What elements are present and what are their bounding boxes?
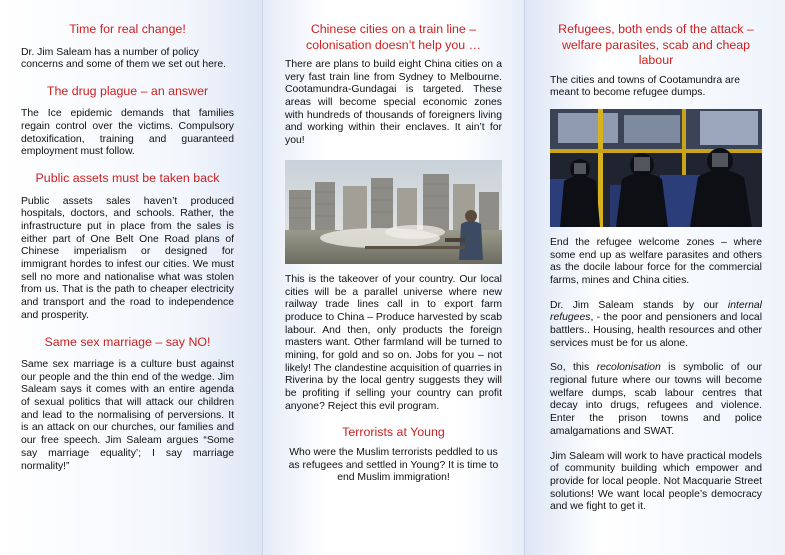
- fold-line-left: [262, 0, 263, 555]
- same-sex-marriage-paragraph: Same sex marriage is a culture bust against our people and the thin end of the wedge. Jim Saleam says it comes with an entire agenda of sexual politics that will attack our children and lead to the normalising of perversions. It is an attack on our churches, our families and our free speech. Jim Saleam argues “Some say marriage equality’; I say marriage normality!”: [21, 359, 234, 472]
- internal-refugees-paragraph: [550, 300, 762, 351]
- terrorists-paragraph: Who were the Muslim terrorists peddled to us as refugees and settled in Young? It is time to end Muslim immigration!: [288, 446, 499, 484]
- middle-panel: [262, 0, 524, 555]
- intro-paragraph: Dr. Jim Saleam has a number of policy concerns and some of them we set out here.: [21, 46, 227, 71]
- recolonisation-text-b: is symbolic of our regional future where our towns will become welfare dumps, scab labour centres that decay into drugs, refugees and violence. Enter the prison towns and police amalgamations and SWAT.: [550, 362, 762, 437]
- heading-chinese-cities: Chinese cities on a train line – colonisation doesn’t help you …: [306, 22, 481, 52]
- community-building-paragraph: Jim Saleam will work to have practical models of community building which empower and provide for local people. Not Macquarie Street solutions! We want local people’s democracy and we fight to get it.: [550, 450, 762, 513]
- recolonisation-paragraph: [550, 362, 762, 438]
- welcome-zones-paragraph: End the refugee welcome zones – where some end up as welfare parasites and others as the docile labour force for the commercial farms, mines and China cities.: [550, 236, 762, 286]
- bus-passengers-photo: [550, 109, 762, 227]
- drug-plague-paragraph: The Ice epidemic demands that families regain control over the victims. Compulsory detoxification, training and guaranteed employment must follow.: [21, 108, 234, 158]
- internal-refugees-emphasis: internal refugees: [550, 299, 762, 324]
- heading-public-assets: Public assets must be taken back: [35, 171, 220, 186]
- public-assets-paragraph: Public assets sales haven’t produced hospitals, doctors, and schools. Rather, the infrastructure put in place from the sales is either part of One Belt One Road plans of Chinese imperialism or designed for immigrant hordes to infest our cities. We must sell no more and nationalise what was stolen from us. That is the path to cheaper electricity and transport and the road to independence and prosperity.: [21, 195, 234, 321]
- internal-refugees-text-a: Dr. Jim Saleam stands by our: [550, 299, 728, 311]
- heading-real-change: Time for real change!: [69, 22, 186, 36]
- internal-refugees-text-b: , - the poor and pensioners and local battlers.. Housing, health resources and other services must be for us alone.: [550, 312, 762, 349]
- refugee-dumps-paragraph: The cities and towns of Cootamundra are meant to become refugee dumps.: [550, 74, 741, 99]
- recolonisation-emphasis: recolonisation: [596, 362, 661, 374]
- heading-refugees: Refugees, both ends of the attack – welfare parasites, scab and cheap labour: [558, 22, 754, 67]
- heading-drug-plague: The drug plague – an answer: [46, 83, 209, 98]
- heading-same-sex-marriage: Same sex marriage – say NO!: [44, 334, 211, 349]
- takeover-paragraph: This is the takeover of your country. Our local cities will be a parallel universe where new railway trade lines call in to export farm produce to China – Produce harvested by scab labour. And then, only products the foreign masters want. Other farmland will be turned to mining, for gold and so on. Jobs for you – not likely! The clandestine acquisition of quarries in Riverina by the local gentry suggests they will be profiting if selling your country can profit anyone? Reject this evil program.: [285, 273, 502, 412]
- right-panel: [524, 0, 785, 555]
- chinese-cities-paragraph: There are plans to build eight China cities on a very fast train line from Sydney to Melbourne. Cootamundra-Gundagai is targeted. These areas will become special economic zones with hundreds of thousands of foreigners living and working within their enclaves. It ain’t for you!: [285, 59, 502, 147]
- recolonisation-text-a: So, this: [550, 362, 597, 374]
- left-panel: [0, 0, 262, 555]
- heading-terrorists-young: Terrorists at Young: [342, 425, 445, 440]
- city-construction-photo: [285, 160, 502, 264]
- fold-line-right: [524, 0, 525, 555]
